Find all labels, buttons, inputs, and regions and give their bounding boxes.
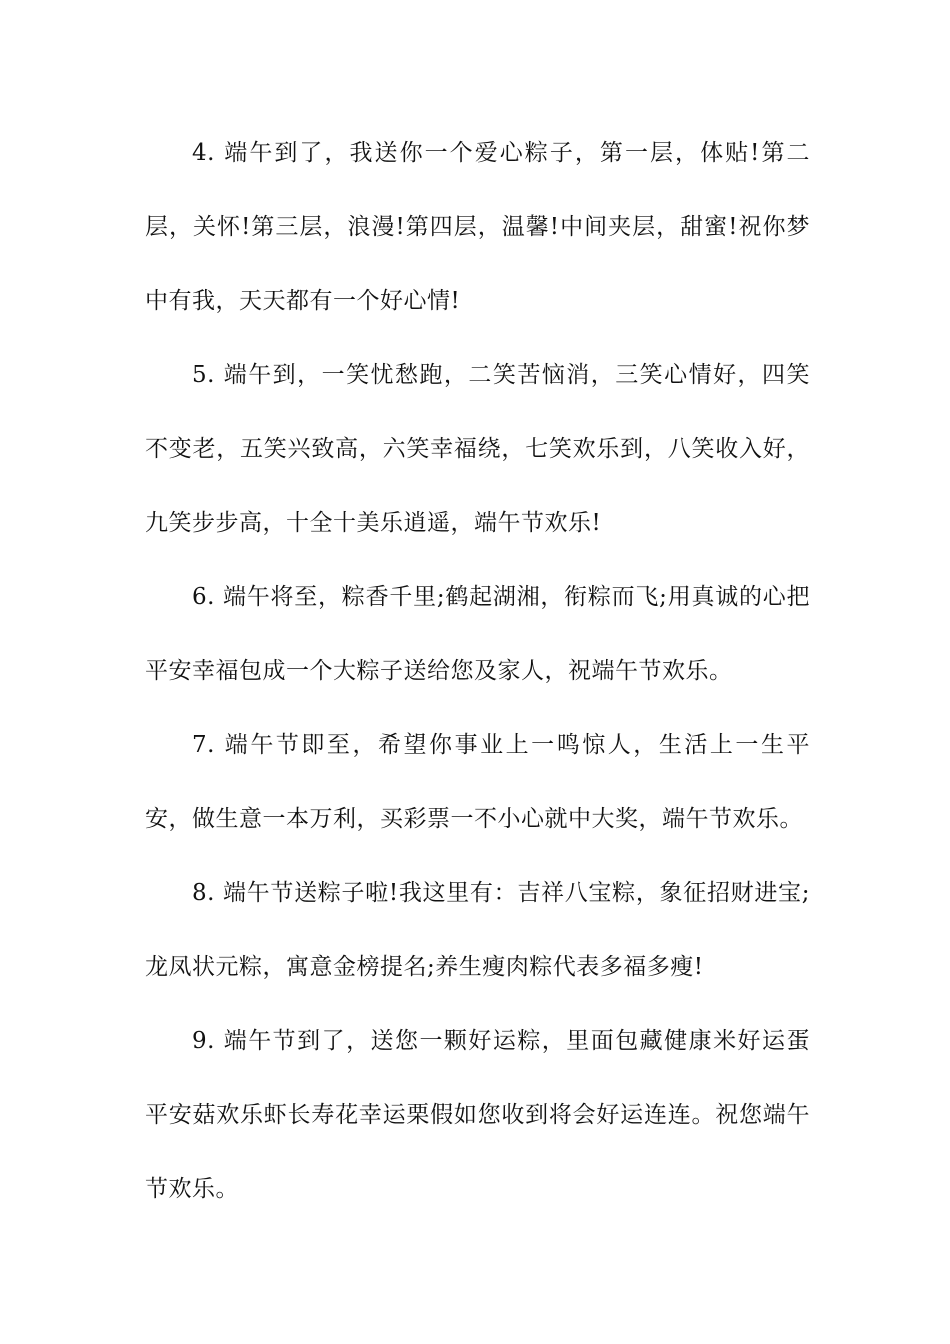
paragraph-8: 8. 端午节送粽子啦!我这里有：吉祥八宝粽，象征招财进宝;龙凤状元粽，寓意金榜提名;养生瘦肉粽代表多福多瘦! xyxy=(145,880,810,980)
paragraph-7: 7. 端午节即至，希望你事业上一鸣惊人，生活上一生平安，做生意一本万利，买彩票一不小心就中大奖，端午节欢乐。 xyxy=(145,732,810,832)
paragraph-4: 4. 端午到了，我送你一个爱心粽子，第一层，体贴!第二层，关怀!第三层，浪漫!第四层，温馨!中间夹层，甜蜜!祝你梦中有我，天天都有一个好心情! xyxy=(145,140,810,314)
paragraph-9: 9. 端午节到了，送您一颗好运粽，里面包藏健康米好运蛋平安菇欢乐虾长寿花幸运栗假如您收到将会好运连连。祝您端午节欢乐。 xyxy=(145,1028,810,1202)
document-body xyxy=(145,116,810,1226)
paragraph-6: 6. 端午将至，粽香千里;鹤起湖湘，衔粽而飞;用真诚的心把平安幸福包成一个大粽子送给您及家人，祝端午节欢乐。 xyxy=(145,584,810,684)
paragraph-5: 5. 端午到，一笑忧愁跑，二笑苦恼消，三笑心情好，四笑不变老，五笑兴致高，六笑幸福绕，七笑欢乐到，八笑收入好，九笑步步高，十全十美乐逍遥，端午节欢乐! xyxy=(145,362,810,536)
